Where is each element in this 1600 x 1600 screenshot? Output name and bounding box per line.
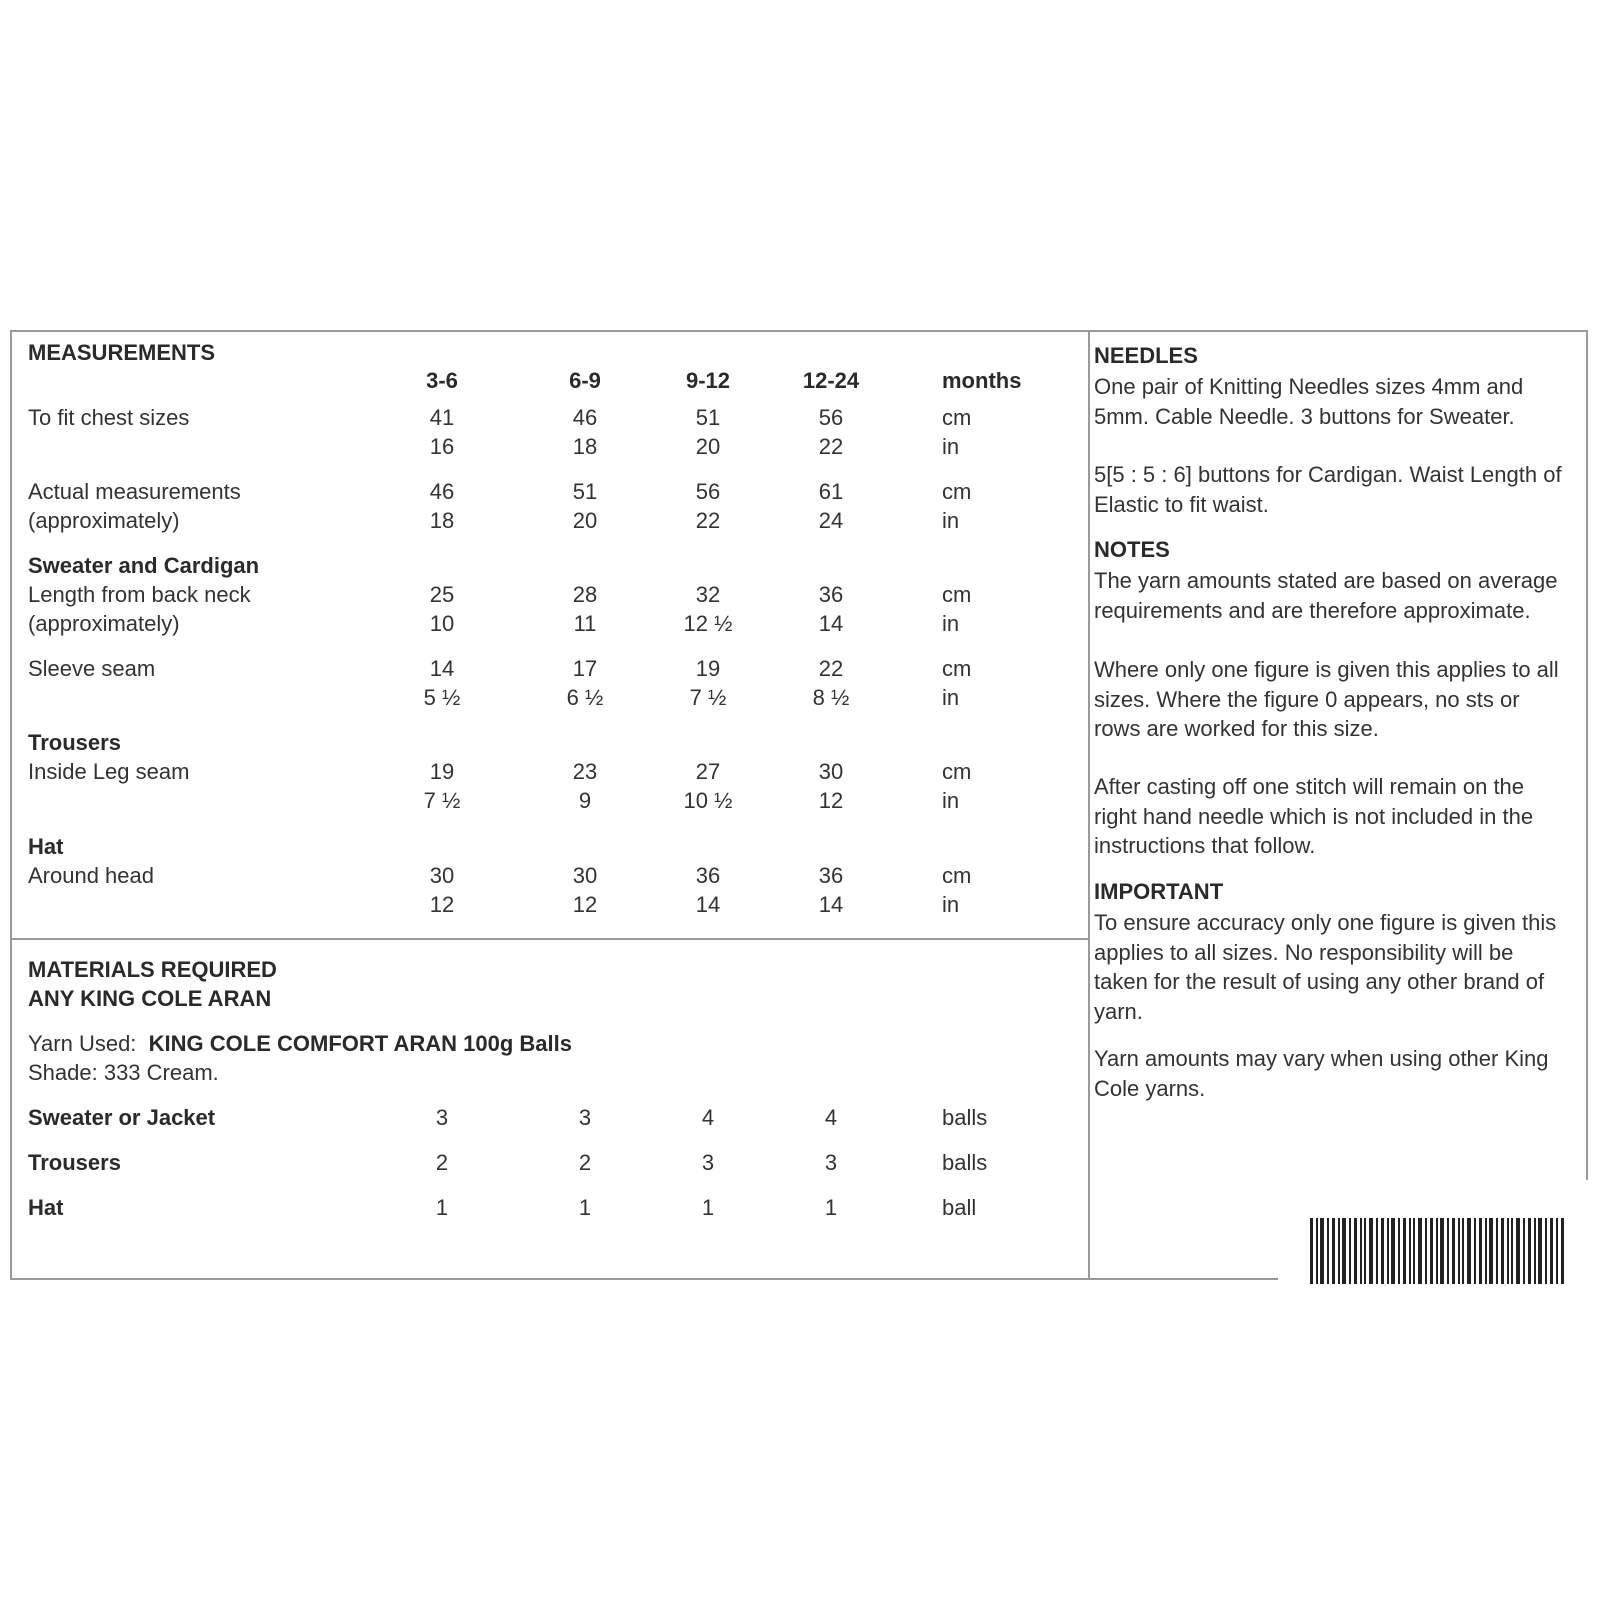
unit-in: in	[942, 434, 960, 459]
value-cell: 1	[824, 1195, 838, 1220]
unit-ball: ball	[942, 1195, 977, 1220]
row-label-sleeve: Sleeve seam	[28, 656, 156, 681]
value-cell: 23	[572, 759, 598, 784]
size-header: 6-9	[569, 368, 601, 393]
value-cell: 12 ½	[683, 611, 733, 636]
value-cell: 11	[573, 611, 597, 636]
value-cell: 12	[429, 892, 455, 917]
value-cell: 46	[429, 479, 455, 504]
value-cell: 5 ½	[423, 685, 461, 710]
needles-heading: NEEDLES	[1094, 343, 1198, 368]
value-cell: 6 ½	[566, 685, 604, 710]
size-header: 12-24	[802, 368, 860, 393]
value-cell: 41	[429, 405, 455, 430]
value-cell: 3	[578, 1105, 592, 1130]
value-cell: 51	[695, 405, 721, 430]
value-cell: 46	[572, 405, 598, 430]
important-text: To ensure accuracy only one figure is given this applies to all sizes. No responsibility will be taken for the result of using any other brand of yarn.	[1094, 910, 1557, 1024]
unit-in: in	[942, 892, 960, 917]
notes-text: Where only one figure is given this applies to all sizes. Where the figure 0 appears, no sts or rows are worked for this size.	[1094, 657, 1559, 741]
value-cell: 1	[578, 1195, 592, 1220]
size-header: 3-6	[426, 368, 458, 393]
value-cell: 18	[429, 508, 455, 533]
barcode-icon	[1310, 1218, 1566, 1284]
row-label-length: Length from back neck	[28, 582, 251, 607]
value-cell: 36	[695, 863, 721, 888]
materials-subheading: ANY KING COLE ARAN	[28, 986, 272, 1011]
value-cell: 4	[701, 1105, 715, 1130]
size-header: 9-12	[685, 368, 731, 393]
value-cell: 3	[435, 1105, 449, 1130]
value-cell: 19	[695, 656, 721, 681]
unit-cm: cm	[942, 759, 972, 784]
value-cell: 9	[578, 788, 592, 813]
value-cell: 36	[818, 863, 844, 888]
value-cell: 14	[695, 892, 721, 917]
horizontal-divider	[12, 938, 1088, 940]
needles-text: One pair of Knitting Needles sizes 4mm and 5mm. Cable Needle. 3 buttons for Sweater.	[1094, 374, 1524, 429]
row-label-approx: (approximately)	[28, 611, 180, 636]
unit-cm: cm	[942, 582, 972, 607]
unit-in: in	[942, 508, 960, 533]
unit-cm: cm	[942, 656, 972, 681]
value-cell: 2	[578, 1150, 592, 1175]
value-cell: 14	[818, 892, 844, 917]
value-cell: 30	[818, 759, 844, 784]
value-cell: 25	[429, 582, 455, 607]
value-cell: 17	[572, 656, 598, 681]
section-trousers: Trousers	[28, 730, 121, 755]
value-cell: 18	[572, 434, 598, 459]
value-cell: 61	[818, 479, 844, 504]
value-cell: 12	[572, 892, 598, 917]
value-cell: 8 ½	[812, 685, 850, 710]
value-cell: 7 ½	[423, 788, 461, 813]
value-cell: 10 ½	[683, 788, 733, 813]
value-cell: 56	[818, 405, 844, 430]
value-cell: 22	[818, 434, 844, 459]
notes-text: After casting off one stitch will remain on the right hand needle which is not included in the instructions that follow.	[1094, 774, 1534, 858]
value-cell: 20	[695, 434, 721, 459]
unit-cm: cm	[942, 479, 972, 504]
materials-row-label: Trousers	[28, 1150, 121, 1175]
value-cell: 36	[818, 582, 844, 607]
yarn-used-value: KING COLE COMFORT ARAN 100g Balls	[148, 1031, 572, 1056]
value-cell: 27	[695, 759, 721, 784]
materials-row-label: Hat	[28, 1195, 64, 1220]
shade-text: Shade: 333 Cream.	[28, 1060, 219, 1085]
yarn-used	[28, 1029, 572, 1058]
value-cell: 7 ½	[689, 685, 727, 710]
value-cell: 32	[695, 582, 721, 607]
section-sweater: Sweater and Cardigan	[28, 553, 260, 578]
yarn-used-label: Yarn Used:	[28, 1031, 137, 1056]
value-cell: 51	[572, 479, 598, 504]
value-cell: 24	[818, 508, 844, 533]
row-label-chest: To fit chest sizes	[28, 405, 190, 430]
value-cell: 19	[429, 759, 455, 784]
unit-cm: cm	[942, 863, 972, 888]
value-cell: 14	[818, 611, 844, 636]
materials-row-label: Sweater or Jacket	[28, 1105, 216, 1130]
notes-heading: NOTES	[1094, 537, 1170, 562]
section-hat: Hat	[28, 834, 64, 859]
value-cell: 1	[435, 1195, 449, 1220]
unit-balls: balls	[942, 1150, 988, 1175]
value-cell: 12	[818, 788, 844, 813]
unit-cm: cm	[942, 405, 972, 430]
unit-in: in	[942, 611, 960, 636]
value-cell: 16	[429, 434, 455, 459]
vertical-divider	[1088, 332, 1090, 1278]
value-cell: 56	[695, 479, 721, 504]
value-cell: 22	[818, 656, 844, 681]
value-cell: 3	[701, 1150, 715, 1175]
months-header: months	[942, 368, 1022, 393]
value-cell: 2	[435, 1150, 449, 1175]
value-cell: 1	[701, 1195, 715, 1220]
value-cell: 28	[572, 582, 598, 607]
materials-heading: MATERIALS REQUIRED	[28, 957, 277, 982]
important-heading: IMPORTANT	[1094, 879, 1224, 904]
value-cell: 20	[572, 508, 598, 533]
row-label-actual: Actual measurements	[28, 479, 241, 504]
row-label-approx: (approximately)	[28, 508, 180, 533]
unit-in: in	[942, 788, 960, 813]
important-text: Yarn amounts may vary when using other King Cole yarns.	[1094, 1046, 1549, 1101]
row-label-around-head: Around head	[28, 863, 154, 888]
value-cell: 3	[824, 1150, 838, 1175]
measurements-heading: MEASUREMENTS	[28, 340, 216, 365]
value-cell: 30	[572, 863, 598, 888]
row-label-inside-leg: Inside Leg seam	[28, 759, 190, 784]
value-cell: 4	[824, 1105, 838, 1130]
value-cell: 14	[429, 656, 455, 681]
unit-in: in	[942, 685, 960, 710]
value-cell: 10	[429, 611, 455, 636]
value-cell: 30	[429, 863, 455, 888]
needles-text: 5[5 : 5 : 6] buttons for Cardigan. Waist Length of Elastic to fit waist.	[1094, 462, 1562, 517]
notes-text: The yarn amounts stated are based on average requirements and are therefore approximate.	[1094, 568, 1558, 623]
value-cell: 22	[695, 508, 721, 533]
unit-balls: balls	[942, 1105, 988, 1130]
